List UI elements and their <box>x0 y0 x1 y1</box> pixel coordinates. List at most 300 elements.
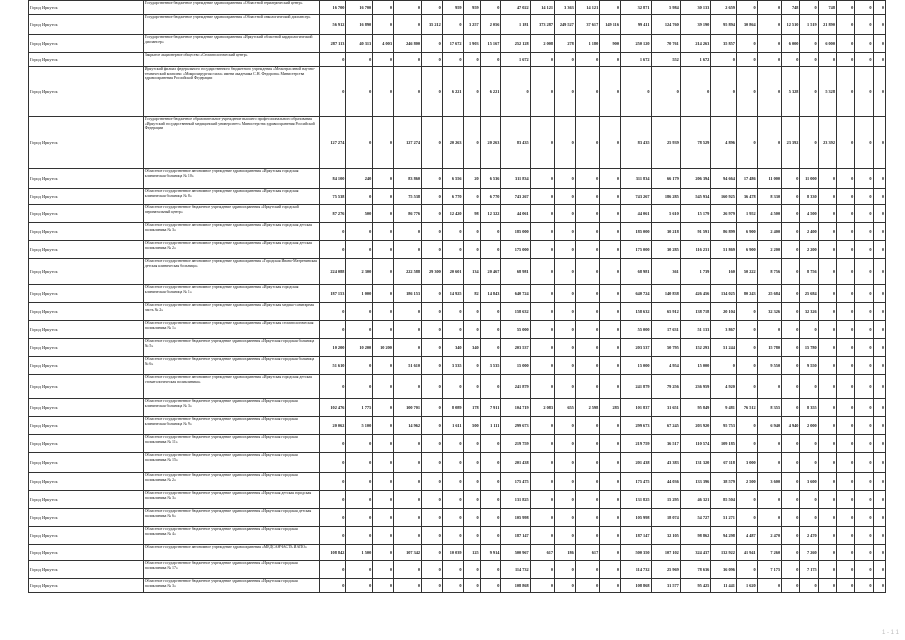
organization-cell: Областное государственное бюджетное учреждение здравоохранения «Иркутская городская поликлиника № 4» <box>143 527 319 545</box>
value-cell: 0 <box>873 259 885 285</box>
city-cell: Город Иркутск <box>29 189 144 205</box>
city-cell: Город Иркутск <box>29 259 144 285</box>
value-cell: 100 701 <box>393 399 421 417</box>
value-cell: 0 <box>855 241 873 259</box>
value-cell: 66 179 <box>651 169 680 189</box>
value-cell: 87 276 <box>319 205 346 223</box>
value-cell: 0 <box>393 321 421 339</box>
value-cell: 0 <box>463 189 480 205</box>
value-cell: 0 <box>836 189 854 205</box>
value-cell: 7 260 <box>800 545 818 561</box>
value-cell: 68 981 <box>501 259 530 285</box>
value-cell: 0 <box>480 223 501 241</box>
value-cell: 0 <box>836 545 854 561</box>
value-cell: 0 <box>873 15 885 35</box>
value-cell: 0 <box>442 53 463 67</box>
value-cell: 51 610 <box>393 357 421 375</box>
value-cell: 6 556 <box>442 169 463 189</box>
value-cell: 0 <box>530 527 554 545</box>
value-cell: 373 287 <box>530 15 554 35</box>
value-cell: 0 <box>855 399 873 417</box>
value-cell: 1 620 <box>736 579 757 593</box>
value-cell: 32 326 <box>800 303 818 321</box>
value-cell: 0 <box>463 321 480 339</box>
value-cell: 131 825 <box>501 491 530 509</box>
value-cell: 0 <box>836 259 854 285</box>
value-cell: 0 <box>818 223 836 241</box>
value-cell: 138 718 <box>680 303 711 321</box>
value-cell: 1 111 <box>480 417 501 435</box>
organization-cell: Областное государственное бюджетное учреждение здравоохранения «Иркутская городская поликлиника № 3» <box>143 579 319 593</box>
value-cell: 219 759 <box>620 435 651 453</box>
table-row <box>29 321 886 339</box>
table-row <box>29 1 886 15</box>
value-cell: 0 <box>530 285 554 303</box>
organization-cell: Областное государственное бюджетное учреждение здравоохранения «Иркутская городская клиническая больница № 3» <box>143 399 319 417</box>
value-cell: 0 <box>836 473 854 491</box>
value-cell: 0 <box>620 67 651 117</box>
value-cell: 0 <box>575 117 599 169</box>
value-cell: 219 759 <box>501 435 530 453</box>
value-cell: 0 <box>480 435 501 453</box>
value-cell: 0 <box>736 339 757 357</box>
value-cell: 0 <box>530 435 554 453</box>
value-cell: 82 <box>463 285 480 303</box>
value-cell: 0 <box>575 303 599 321</box>
value-cell: 0 <box>480 527 501 545</box>
value-cell: 14 962 <box>393 417 421 435</box>
value-cell: 0 <box>782 285 800 303</box>
value-cell: 0 <box>373 285 394 303</box>
value-cell: 0 <box>555 527 576 545</box>
value-cell: 0 <box>480 473 501 491</box>
value-cell: 0 <box>575 561 599 579</box>
value-cell: 67 245 <box>651 417 680 435</box>
value-cell: 0 <box>736 491 757 509</box>
value-cell: 0 <box>422 1 443 15</box>
city-cell: Город Иркутск <box>29 303 144 321</box>
organization-cell: Областное государственное бюджетное учреждение здравоохранения «Иркутская городская поликлиника № 17» <box>143 561 319 579</box>
value-cell: 0 <box>873 491 885 509</box>
value-cell: 0 <box>346 223 373 241</box>
value-cell: 0 <box>855 205 873 223</box>
table-row <box>29 53 886 67</box>
value-cell: 206 394 <box>680 169 711 189</box>
value-cell: 0 <box>575 473 599 491</box>
value-cell: 1 519 <box>800 15 818 35</box>
value-cell: 0 <box>782 527 800 545</box>
value-cell: 0 <box>855 15 873 35</box>
value-cell: 0 <box>873 117 885 169</box>
table-row <box>29 545 886 561</box>
value-cell: 2 008 <box>530 35 554 53</box>
table-row <box>29 15 886 35</box>
value-cell: 0 <box>373 399 394 417</box>
value-cell: 8 330 <box>757 189 781 205</box>
value-cell: 426 456 <box>680 285 711 303</box>
value-cell: 0 <box>393 67 421 117</box>
organization-cell: Государственное бюджетное учреждение здравоохранения «Иркутский областной кардиологический диспансер» <box>143 35 319 53</box>
value-cell: 0 <box>422 561 443 579</box>
value-cell: 0 <box>575 527 599 545</box>
value-cell: 0 <box>836 285 854 303</box>
value-cell: 11 000 <box>800 169 818 189</box>
value-cell: 0 <box>442 561 463 579</box>
organization-cell: Областное государственное бюджетное учреждение здравоохранения «Иркутский городской перинатальный центр» <box>143 205 319 223</box>
value-cell: 0 <box>836 357 854 375</box>
value-cell: 0 <box>463 435 480 453</box>
value-cell: 0 <box>855 259 873 285</box>
value-cell: 91 591 <box>680 223 711 241</box>
value-cell: 41 941 <box>736 545 757 561</box>
value-cell: 0 <box>855 117 873 169</box>
value-cell: 0 <box>818 545 836 561</box>
value-cell: 7 175 <box>800 561 818 579</box>
value-cell: 0 <box>393 241 421 259</box>
value-cell: 160 925 <box>711 189 737 205</box>
value-cell: 0 <box>530 453 554 473</box>
value-cell: 15 000 <box>620 357 651 375</box>
value-cell: 1 672 <box>680 53 711 67</box>
value-cell: 131 825 <box>620 491 651 509</box>
value-cell: 186 153 <box>393 285 421 303</box>
value-cell: 0 <box>422 169 443 189</box>
value-cell: 185 000 <box>501 223 530 241</box>
value-cell: 99 411 <box>620 15 651 35</box>
value-cell: 0 <box>575 357 599 375</box>
value-cell: 0 <box>422 509 443 527</box>
value-cell: 0 <box>393 339 421 357</box>
budget-table <box>28 0 886 593</box>
value-cell: 0 <box>422 117 443 169</box>
value-cell: 0 <box>736 357 757 375</box>
value-cell: 46 321 <box>680 491 711 509</box>
value-cell: 0 <box>757 375 781 399</box>
value-cell: 51 610 <box>319 357 346 375</box>
value-cell: 0 <box>736 35 757 53</box>
value-cell: 0 <box>555 117 576 169</box>
value-cell: 0 <box>873 285 885 303</box>
value-cell: 0 <box>346 509 373 527</box>
value-cell: 0 <box>575 453 599 473</box>
value-cell: 18 074 <box>651 509 680 527</box>
organization-cell: Областное государственное автономное учреждение здравоохранения «Иркутская медико-санитарная часть № 2» <box>143 303 319 321</box>
value-cell: 0 <box>782 491 800 509</box>
value-cell: 500 <box>346 205 373 223</box>
value-cell: 0 <box>782 53 800 67</box>
value-cell: 20 263 <box>442 117 463 169</box>
value-cell: 1 672 <box>620 53 651 67</box>
value-cell: 287 113 <box>319 35 346 53</box>
value-cell: 0 <box>575 169 599 189</box>
value-cell: 0 <box>836 339 854 357</box>
value-cell: 0 <box>855 561 873 579</box>
value-cell: 0 <box>818 321 836 339</box>
value-cell: 0 <box>555 259 576 285</box>
value-cell: 55 000 <box>501 321 530 339</box>
value-cell: 0 <box>818 579 836 593</box>
value-cell: 0 <box>873 435 885 453</box>
value-cell: 240 <box>346 169 373 189</box>
value-cell: 75 538 <box>319 189 346 205</box>
value-cell: 175 000 <box>501 241 530 259</box>
value-cell: 0 <box>575 223 599 241</box>
value-cell: 0 <box>836 417 854 435</box>
value-cell: 0 <box>836 453 854 473</box>
value-cell: 186 <box>555 545 576 561</box>
value-cell: 0 <box>530 259 554 285</box>
value-cell: 0 <box>373 561 394 579</box>
value-cell: 0 <box>600 53 621 67</box>
value-cell: 0 <box>501 67 530 117</box>
value-cell: 0 <box>873 339 885 357</box>
value-cell: 0 <box>422 399 443 417</box>
organization-cell: Областное государственное бюджетное учреждение здравоохранения «Иркутская городская больница № 5» <box>143 339 319 357</box>
value-cell: 500 <box>463 417 480 435</box>
value-cell: 0 <box>600 545 621 561</box>
table-row <box>29 189 886 205</box>
value-cell: 8 330 <box>800 189 818 205</box>
value-cell: 11 000 <box>757 169 781 189</box>
value-cell: 51 869 <box>711 241 737 259</box>
value-cell: 0 <box>319 67 346 117</box>
value-cell: 249 527 <box>555 15 576 35</box>
value-cell: 0 <box>855 1 873 15</box>
city-cell: Город Иркутск <box>29 15 144 35</box>
value-cell: 95 425 <box>680 579 711 593</box>
value-cell: 241 879 <box>501 375 530 399</box>
value-cell: 0 <box>836 321 854 339</box>
value-cell: 0 <box>555 375 576 399</box>
table-row <box>29 339 886 357</box>
value-cell: 0 <box>530 303 554 321</box>
value-cell: 545 934 <box>680 189 711 205</box>
value-cell: 23 392 <box>818 117 836 169</box>
value-cell: 0 <box>836 399 854 417</box>
value-cell: 0 <box>319 453 346 473</box>
value-cell: 0 <box>782 579 800 593</box>
value-cell: 25 969 <box>651 561 680 579</box>
value-cell: 47 022 <box>501 1 530 15</box>
value-cell: 0 <box>600 223 621 241</box>
value-cell: 0 <box>736 417 757 435</box>
value-cell: 25 684 <box>800 285 818 303</box>
value-cell: 0 <box>818 561 836 579</box>
value-cell: 0 <box>530 67 554 117</box>
value-cell: 43 383 <box>651 453 680 473</box>
city-cell: Город Иркутск <box>29 357 144 375</box>
value-cell: 0 <box>442 15 463 35</box>
value-cell: 0 <box>319 321 346 339</box>
value-cell: 0 <box>836 169 854 189</box>
value-cell: 0 <box>836 241 854 259</box>
value-cell: 0 <box>480 53 501 67</box>
value-cell: 6 900 <box>736 241 757 259</box>
value-cell: 0 <box>855 35 873 53</box>
value-cell: 0 <box>422 53 443 67</box>
value-cell: 0 <box>736 435 757 453</box>
table-row <box>29 453 886 473</box>
value-cell: 36 478 <box>736 189 757 205</box>
city-cell: Город Иркутск <box>29 1 144 15</box>
value-cell: 655 <box>555 399 576 417</box>
value-cell: 0 <box>836 117 854 169</box>
value-cell: 0 <box>873 545 885 561</box>
value-cell: 743 267 <box>501 189 530 205</box>
value-cell: 175 475 <box>501 473 530 491</box>
value-cell: 0 <box>373 435 394 453</box>
value-cell: 0 <box>422 241 443 259</box>
value-cell: 6 940 <box>757 417 781 435</box>
value-cell: 0 <box>575 579 599 593</box>
value-cell: 133 396 <box>680 473 711 491</box>
value-cell: 0 <box>818 509 836 527</box>
organization-cell: Областное государственное автономное учреждение здравоохранения «Иркутская городская детская поликлиника № 3» <box>143 223 319 241</box>
value-cell: 0 <box>373 205 394 223</box>
value-cell: 0 <box>373 527 394 545</box>
value-cell: 83 435 <box>620 117 651 169</box>
value-cell: 0 <box>600 303 621 321</box>
value-cell: 0 <box>782 189 800 205</box>
value-cell: 0 <box>530 375 554 399</box>
value-cell: 0 <box>393 527 421 545</box>
value-cell: 65 912 <box>651 303 680 321</box>
value-cell: 0 <box>800 117 818 169</box>
value-cell: 0 <box>422 357 443 375</box>
value-cell: 0 <box>757 67 781 117</box>
value-cell: 0 <box>782 435 800 453</box>
value-cell: 0 <box>555 67 576 117</box>
value-cell: 2 500 <box>736 473 757 491</box>
value-cell: 30 864 <box>736 15 757 35</box>
value-cell: 109 185 <box>711 435 737 453</box>
value-cell: 0 <box>855 53 873 67</box>
value-cell: 0 <box>480 339 501 357</box>
value-cell: 37 617 <box>575 15 599 35</box>
value-cell: 0 <box>373 67 394 117</box>
value-cell: 185 000 <box>620 223 651 241</box>
value-cell: 3 363 <box>555 1 576 15</box>
value-cell: 224 088 <box>319 259 346 285</box>
value-cell: 246 800 <box>393 35 421 53</box>
value-cell: 0 <box>855 545 873 561</box>
value-cell: 0 <box>575 53 599 67</box>
value-cell: 36 096 <box>711 561 737 579</box>
value-cell: 0 <box>463 561 480 579</box>
value-cell: 0 <box>800 53 818 67</box>
value-cell: 17 486 <box>736 169 757 189</box>
value-cell: 12 420 <box>442 205 463 223</box>
value-cell: 201 438 <box>620 453 651 473</box>
value-cell: 0 <box>555 339 576 357</box>
value-cell: 0 <box>782 399 800 417</box>
value-cell: 6 000 <box>782 35 800 53</box>
city-cell: Город Иркутск <box>29 339 144 357</box>
value-cell: 0 <box>575 67 599 117</box>
value-cell: 0 <box>575 259 599 285</box>
value-cell: 2 200 <box>757 241 781 259</box>
value-cell: 0 <box>836 435 854 453</box>
value-cell: 0 <box>480 491 501 509</box>
value-cell: 0 <box>346 561 373 579</box>
value-cell: 105 998 <box>501 509 530 527</box>
value-cell: 0 <box>800 321 818 339</box>
value-cell: 0 <box>836 527 854 545</box>
value-cell: 101 837 <box>620 399 651 417</box>
value-cell: 0 <box>818 473 836 491</box>
table-row <box>29 67 886 117</box>
value-cell: 50 795 <box>651 339 680 357</box>
value-cell: 0 <box>600 509 621 527</box>
value-cell: 0 <box>480 561 501 579</box>
value-cell: 3 600 <box>757 473 781 491</box>
value-cell: 79 256 <box>651 375 680 399</box>
value-cell: 0 <box>873 375 885 399</box>
value-cell: 203 920 <box>680 417 711 435</box>
value-cell: 203 537 <box>501 339 530 357</box>
value-cell: 0 <box>442 527 463 545</box>
value-cell: 0 <box>480 509 501 527</box>
organization-cell: Областное государственное автономное учреждение здравоохранения «Иркутская городская клиническая больница № 8» <box>143 189 319 205</box>
value-cell: 10 200 <box>346 339 373 357</box>
value-cell: 0 <box>373 15 394 35</box>
value-cell: 0 <box>873 527 885 545</box>
value-cell: 9 550 <box>757 357 781 375</box>
value-cell: 186 285 <box>651 189 680 205</box>
value-cell: 55 000 <box>620 321 651 339</box>
value-cell: 0 <box>855 285 873 303</box>
value-cell: 0 <box>782 223 800 241</box>
value-cell: 0 <box>818 53 836 67</box>
value-cell: 0 <box>575 435 599 453</box>
value-cell: 114 732 <box>620 561 651 579</box>
value-cell: 0 <box>818 399 836 417</box>
value-cell: 17 631 <box>651 321 680 339</box>
value-cell: 0 <box>873 509 885 527</box>
value-cell: 0 <box>782 241 800 259</box>
value-cell: 68 981 <box>620 259 651 285</box>
value-cell: 78 529 <box>680 117 711 169</box>
value-cell: 12 510 <box>782 15 800 35</box>
value-cell: 0 <box>393 435 421 453</box>
value-cell: 83 435 <box>501 117 530 169</box>
organization-cell: Областное государственное автономное учреждение здравоохранения «Иркутская городская детская поликлиника № 2» <box>143 241 319 259</box>
value-cell: 0 <box>680 67 711 117</box>
value-cell: 0 <box>422 285 443 303</box>
value-cell: 0 <box>782 561 800 579</box>
value-cell: 0 <box>818 285 836 303</box>
table-row <box>29 417 886 435</box>
organization-cell: Областное государственное автономное учреждение здравоохранения «Городская Ивано-Матренинская детская клиническая больница» <box>143 259 319 285</box>
value-cell: 236 959 <box>680 375 711 399</box>
value-cell: 20 263 <box>480 117 501 169</box>
value-cell: 25 939 <box>651 117 680 169</box>
value-cell: 0 <box>818 169 836 189</box>
value-cell: 299 673 <box>501 417 530 435</box>
value-cell: 0 <box>736 117 757 169</box>
value-cell: 0 <box>530 205 554 223</box>
value-cell: 0 <box>800 67 818 117</box>
organization-cell: Областное государственное бюджетное учреждение здравоохранения «Иркутская городская поликлиника № 15» <box>143 453 319 473</box>
table-row <box>29 561 886 579</box>
value-cell: 0 <box>393 303 421 321</box>
value-cell: 0 <box>757 1 781 15</box>
organization-cell: Областное государственное бюджетное учреждение здравоохранения «Иркутская городская клиническая больница № 9» <box>143 417 319 435</box>
value-cell: 0 <box>393 473 421 491</box>
value-cell: 0 <box>651 67 680 117</box>
value-cell: 0 <box>575 417 599 435</box>
value-cell: 0 <box>373 321 394 339</box>
